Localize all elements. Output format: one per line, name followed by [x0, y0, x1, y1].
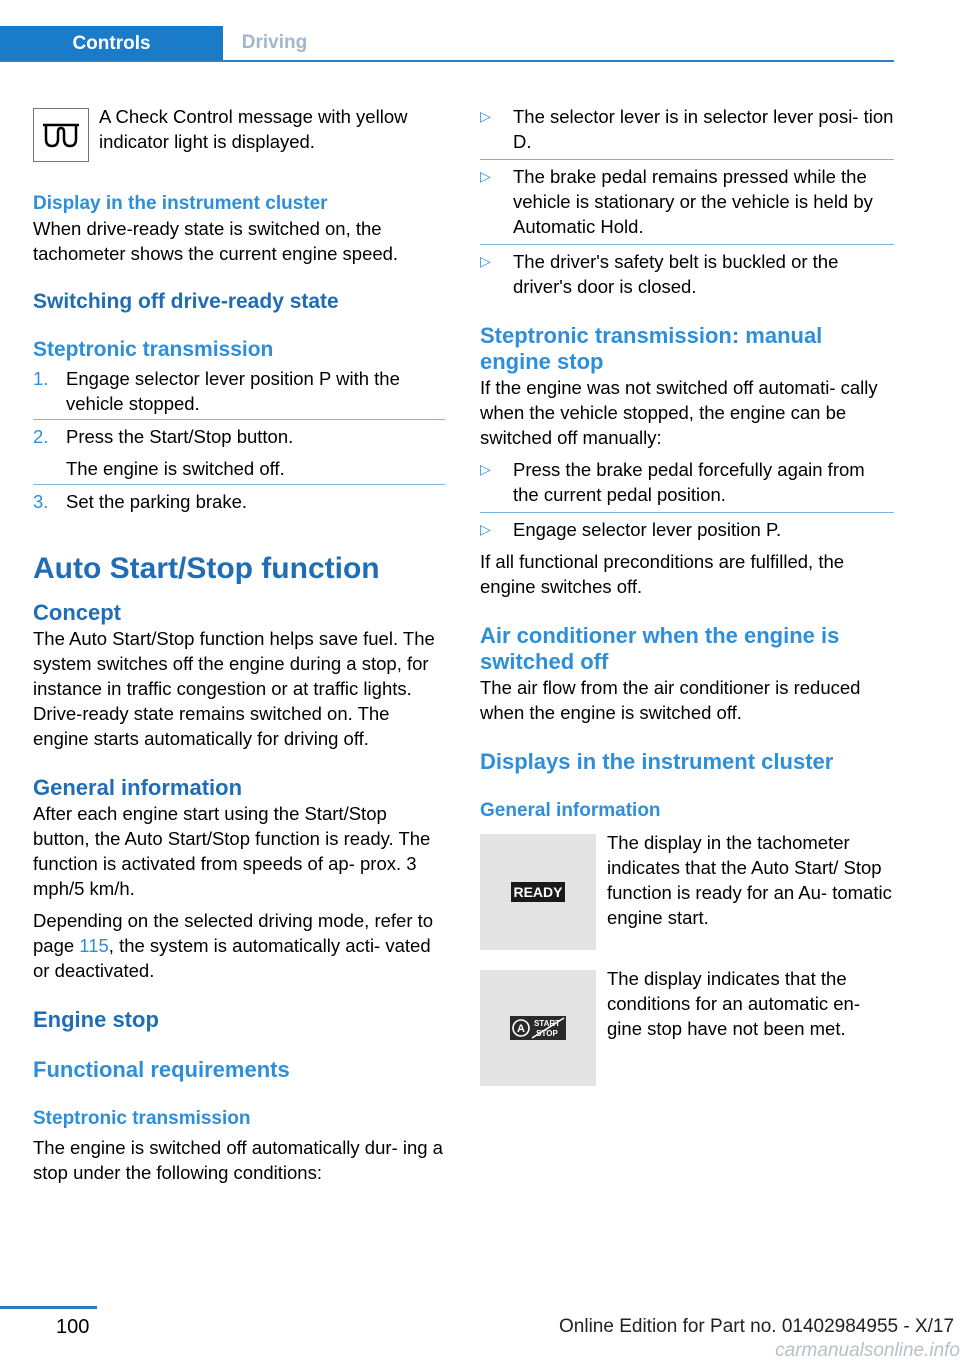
functional-requirements-heading: Functional requirements [33, 1057, 290, 1082]
watermark: carmanualsonline.info [775, 1340, 960, 1361]
ready-display-row [480, 834, 894, 950]
display-cluster-heading: Display in the instrument cluster [33, 193, 328, 214]
auto-start-stop-heading: Auto Start/Stop function [33, 552, 380, 585]
air-conditioner-heading: Air conditioner when the engine is switched off [480, 623, 840, 674]
list-item: ▷ The selector lever is in selector lever posi‐ tion D. [480, 106, 894, 152]
right-column [480, 100, 894, 1086]
not-met-display-text: The display indicates that the conditions for an automatic en‐ gine stop have not been met. [607, 968, 860, 1039]
list-item: ▷ The driver's safety belt is buckled or the driver's door is closed. [480, 251, 839, 297]
list-item: ▷ Engage selector lever position P. [480, 519, 782, 540]
list-divider [480, 512, 894, 513]
manual-result-text: If all functional preconditions are fulfilled, the engine switches off. [480, 551, 845, 597]
start-stop-display-image [480, 970, 596, 1086]
indicator-note [33, 100, 445, 162]
glow-plug-indicator [33, 108, 89, 162]
ready-label: READY [513, 884, 563, 900]
triangle-bullet-icon: ▷ [480, 253, 491, 269]
page-number: 100 [56, 1316, 90, 1338]
header-rule [0, 60, 894, 62]
coil-warning-icon [38, 120, 84, 150]
general-info-text: After each engine start using the Start/Stop button, the Auto Start/Stop function is ready. The function is activated from speeds of ap‐ prox. 3 mph/5 km/h. [33, 803, 431, 899]
manual-stop-steps [480, 457, 894, 542]
triangle-bullet-icon: ▷ [480, 521, 491, 537]
air-conditioner-text: The air flow from the air conditioner is reduced when the engine is switched off. [480, 677, 861, 723]
switching-off-heading: Switching off drive-ready state [33, 290, 339, 313]
start-label: START [533, 1019, 561, 1028]
display-cluster-text: When drive-ready state is switched on, the tachometer shows the current engine speed. [33, 218, 399, 264]
ready-display-image [480, 834, 596, 950]
ready-display-text: The display in the tachometer indicates that the Auto Start/ Stop function is ready for an Au‐ tomatic engine start. [607, 832, 892, 928]
list-item: 3. Set the parking brake. [33, 491, 247, 512]
manual-stop-text: If the engine was not switched off automati‐ cally when the vehicle stopped, the engine can be switched off manually: [480, 377, 878, 448]
stop-conditions-text: The engine is switched off automatically dur‐ ing a stop under the following conditions: [33, 1137, 443, 1183]
start-stop-a: A [517, 1023, 525, 1035]
list-divider [33, 419, 445, 420]
switch-off-steps [33, 366, 445, 514]
list-item: 2. Press the Start/Stop button. [33, 426, 294, 447]
steptronic-heading: Steptronic transmission [33, 338, 274, 361]
list-divider [480, 244, 894, 245]
left-column [33, 100, 445, 1185]
list-item-note: The engine is switched off. [66, 458, 285, 479]
engine-stop-heading: Engine stop [33, 1007, 159, 1032]
displays-heading: Displays in the instrument cluster [480, 749, 834, 774]
triangle-bullet-icon: ▷ [480, 461, 491, 477]
online-edition-text: Online Edition for Part no. 01402984955 - X/17 [559, 1316, 955, 1337]
ready-badge-icon [511, 882, 565, 902]
indicator-text: A Check Control message with yellow indicator light is displayed. [99, 106, 408, 152]
concept-heading: Concept [33, 600, 121, 625]
start-stop-crossed-icon [510, 1016, 566, 1040]
list-item: ▷ The brake pedal remains pressed while the vehicle is stationary or the vehicle is held by Automatic Hold. [480, 166, 873, 237]
triangle-bullet-icon: ▷ [480, 108, 491, 124]
tab-driving[interactable]: Driving [241, 32, 308, 53]
not-met-display-row [480, 970, 894, 1086]
chapter-tabs [0, 26, 894, 62]
list-divider [480, 159, 894, 160]
driving-mode-text: Depending on the selected driving mode, refer to page 115, the system is automatically acti‐ vated or deactivated. [33, 910, 434, 981]
list-item: ▷ Press the brake pedal forcefully again from the current pedal position. [480, 459, 865, 505]
list-divider [33, 484, 445, 485]
concept-text: The Auto Start/Stop function helps save fuel. The system switches off the engine during a stop, for instance in traffic congestion or at traffic lights. Drive-ready state remains switched on. The engine starts automatically for driving off. [33, 628, 435, 749]
stop-conditions-list [480, 104, 894, 299]
general-info-subheading: General information [480, 800, 661, 821]
list-item: 1. Engage selector lever position P with the vehicle stopped. [33, 368, 400, 414]
page-link[interactable]: 115 [79, 935, 109, 956]
triangle-bullet-icon: ▷ [480, 168, 491, 184]
stop-label: STOP [536, 1029, 558, 1038]
page-number-rule [0, 1306, 97, 1309]
manual-stop-heading: Steptronic transmission: manual engine stop [480, 323, 823, 374]
tab-controls[interactable]: Controls [0, 26, 223, 62]
general-info-heading: General information [33, 775, 243, 800]
steptronic-subheading: Steptronic transmission [33, 1108, 251, 1129]
